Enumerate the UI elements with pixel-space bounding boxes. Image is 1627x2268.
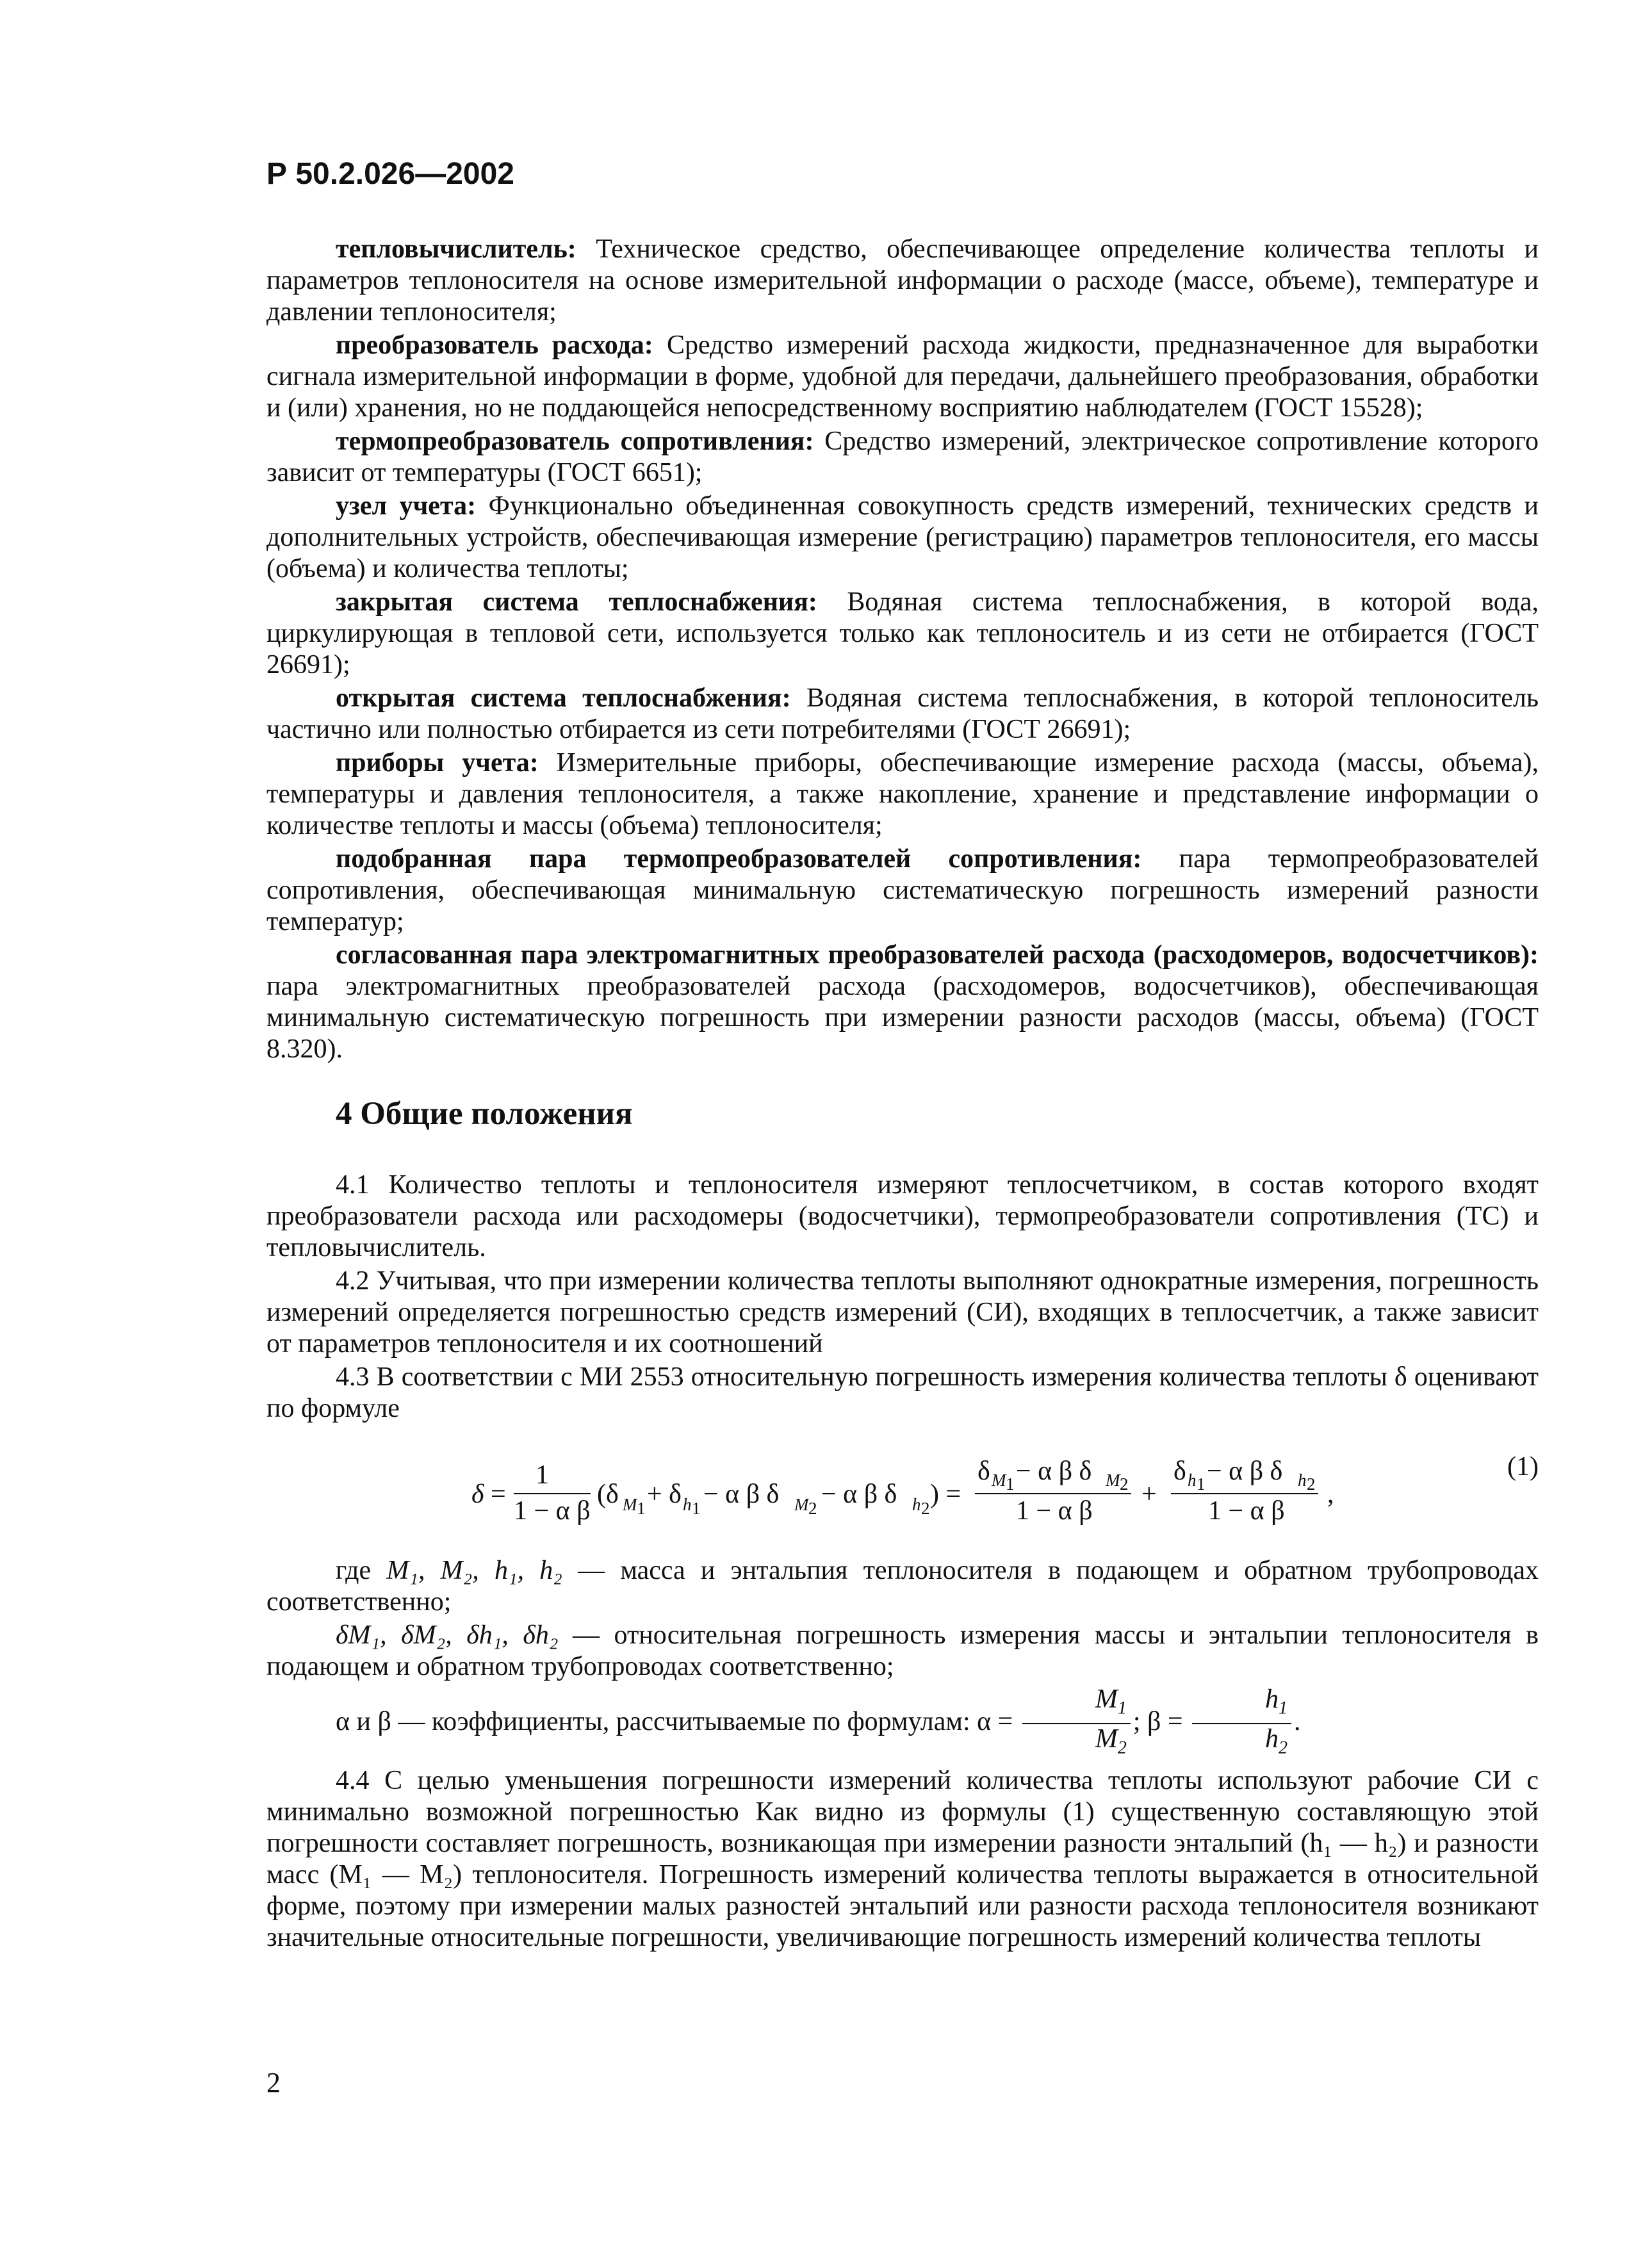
formula-1 (266, 1444, 1539, 1546)
svg-text:− α β δ: − α β δ (1207, 1456, 1283, 1486)
definition-term: открытая система теплоснабжения: (336, 683, 791, 713)
definition-item (266, 587, 1539, 681)
svg-text:M: M (623, 1495, 637, 1514)
definition-item (266, 234, 1539, 328)
svg-text:+: + (1141, 1480, 1157, 1509)
svg-text:M: M (794, 1495, 809, 1514)
definition-term: согласованная пара электромагнитных преобразователей расхода (расходомеров, водосчетчиков): (336, 940, 1539, 970)
definition-item (266, 330, 1539, 424)
svg-text:2: 2 (1307, 1474, 1316, 1494)
definition-text: Функционально объединенная совокупность средств измерений, технических средств и дополнительных устройств, обеспечивающая измерение (регистрацию) параметров теплоносителя, его массы (объема) и количества теплоты; (266, 491, 1539, 583)
where-vars-2: δM₁, δM₂, δh₁, δh₂ (336, 1620, 559, 1650)
definition-term: приборы учета: (336, 748, 539, 778)
svg-text:δ: δ (977, 1456, 990, 1486)
svg-text:1: 1 (1006, 1474, 1015, 1494)
svg-text:h: h (1298, 1471, 1307, 1490)
definition-text: Измерительные приборы, обеспечивающие измерение расхода (массы, объема), температуры и давления теплоносителя, а также накопление, хранение и представление информации о количестве теплоты и массы (объема) теплоносителя; (266, 748, 1539, 840)
definition-term: термопреобразователь сопротивления: (336, 427, 814, 456)
definition-term: закрытая система теплоснабжения: (336, 587, 817, 617)
definition-text: Водяная система теплоснабжения, в которой теплоноситель частично или полностью отбирается из сети потребителями (ГОСТ 26691); (266, 683, 1539, 744)
document-body (266, 234, 1539, 1955)
svg-text:2: 2 (808, 1499, 817, 1518)
definition-term: преобразователь расхода: (336, 330, 653, 360)
document-header: Р 50.2.026—2002 (266, 157, 514, 191)
svg-text:2: 2 (1120, 1474, 1129, 1494)
svg-text:− α β δ: − α β δ (1016, 1456, 1092, 1486)
definition-term: узел учета: (336, 491, 477, 521)
where-coefficients: α и β — коэффициенты, рассчитываемые по формулам: α = $\frac{M_1}{M_2}$ ; β = $\frac{h_1}{h_2}$ . (266, 1685, 1539, 1763)
svg-text:δ: δ (1173, 1456, 1186, 1486)
where-vars-1: M₁, M₂, h₁, h₂ (386, 1556, 562, 1585)
formula-graphic (471, 1444, 1432, 1546)
definition-item (266, 747, 1539, 842)
definition-item (266, 844, 1539, 938)
svg-text:1: 1 (536, 1460, 549, 1490)
definition-item (266, 940, 1539, 1065)
paragraph-4-2: 4.2 Учитывая, что при измерении количества теплоты выполняют однократные измерения, погрешность измерений определяется погрешностью средств измерений (СИ), входящих в теплосчетчик, а также зависит от параметров теплоносителя и их соотношений (266, 1266, 1539, 1358)
alpha-fraction: $\frac{M_1}{M_2}$ (1022, 1685, 1131, 1763)
definition-text: пара электромагнитных преобразователей расхода (расходомеров, водосчетчиков), обеспечивающая минимальную систематическую погрешность при измерении разности расходов (массы, объема) (ГОСТ 8.320). (266, 972, 1539, 1064)
svg-text:h: h (683, 1495, 692, 1514)
svg-text:δ: δ (471, 1480, 484, 1509)
svg-text:1 − α β: 1 − α β (1016, 1496, 1093, 1526)
section-title: 4 Общие положения (336, 1096, 633, 1132)
svg-text:,: , (1327, 1480, 1334, 1509)
svg-text:+ δ: + δ (647, 1480, 682, 1509)
paragraph-4-1: 4.1 Количество теплоты и теплоносителя измеряют теплосчетчиком, в состав которого входят преобразователи расхода или расходомеры (водосчетчики), термопреобразователи сопротивления (ТС) и тепловычислитель. (266, 1170, 1539, 1262)
definition-item (266, 426, 1539, 489)
beta-fraction: $\frac{h_1}{h_2}$ (1192, 1685, 1291, 1763)
svg-text:1: 1 (1197, 1474, 1206, 1494)
svg-text:1: 1 (637, 1499, 646, 1518)
definition-term: подобранная пара термопреобразователей сопротивления: (336, 844, 1142, 874)
svg-text:1 − α β: 1 − α β (514, 1496, 591, 1526)
definition-text: Средство измерений, электрическое сопротивление которого зависит от температуры (ГОСТ 6651); (266, 427, 1539, 487)
svg-text:M: M (992, 1471, 1006, 1490)
svg-text:1: 1 (692, 1499, 701, 1518)
page-number: 2 (266, 2067, 281, 2098)
where-errors: δM₁, δM₂, δh₁, δh₂ — относительная погрешность измерения массы и энтальпии теплоносителя в подающем и обратном трубопроводах соответственно; (266, 1620, 1539, 1681)
svg-text:M: M (1106, 1471, 1120, 1490)
svg-text:− α β δ: − α β δ (821, 1480, 897, 1509)
paragraph-4-3: 4.3 В соответствии с МИ 2553 относительную погрешность измерения количества теплоты δ оценивают по формуле (266, 1362, 1539, 1423)
definitions-list (266, 234, 1539, 1065)
svg-text:) =: ) = (930, 1480, 961, 1509)
definition-item (266, 491, 1539, 585)
svg-text:h: h (912, 1495, 921, 1514)
svg-text:(δ: (δ (597, 1480, 619, 1509)
svg-text:2: 2 (921, 1499, 930, 1518)
definition-text: Техническое средство, обеспечивающее определение количества теплоты и параметров теплоносителя на основе измерительной информации о расходе (массе, объеме), температуре и давлении теплоносителя; (266, 234, 1539, 327)
definition-text: Водяная система теплоснабжения, в которой вода, циркулирующая в тепловой сети, используется только как теплоноситель и из сети не отбирается (ГОСТ 26691); (266, 587, 1539, 680)
definition-item (266, 683, 1539, 746)
svg-text:=: = (491, 1480, 506, 1509)
definition-term: тепловычислитель: (336, 234, 576, 264)
svg-text:h: h (1188, 1471, 1197, 1490)
formula-number: (1) (1507, 1452, 1539, 1481)
definition-text: пара термопреобразователей сопротивления, обеспечивающая минимальную систематическую погрешность измерений разности температур; (266, 844, 1539, 936)
paragraph-4-4: 4.4 С целью уменьшения погрешности измерений количества теплоты используют рабочие СИ с минимально возможной погрешностью Как видно из формулы (1) существенную составляющую этой погрешности составляет погрешность, возникающая при измерении разности энтальпий (h₁ — h₂) и разности масс (M₁ — M₂) теплоносителя. Погрешность измерений количества теплоты выражается в относительной форме, поэтому при измерении малых разностей энтальпий или разности расхода теплоносителя возникают значительные относительные погрешности, увеличивающие погрешность измерений количества теплоты (266, 1765, 1539, 1952)
svg-text:1 − α β: 1 − α β (1208, 1496, 1285, 1526)
where-masses-enthalpies: где M₁, M₂, h₁, h₂ — масса и энтальпия теплоносителя в подающем и обратном трубопроводах соответственно; (266, 1556, 1539, 1617)
definition-text: Средство измерений расхода жидкости, предназначенное для выработки сигнала измерительной информации в форме, удобной для передачи, дальнейшего преобразования, обработки и (или) хранения, но не поддающейся непосредственному восприятию наблюдателем (ГОСТ 15528); (266, 330, 1539, 423)
svg-text:− α β δ: − α β δ (703, 1480, 780, 1509)
